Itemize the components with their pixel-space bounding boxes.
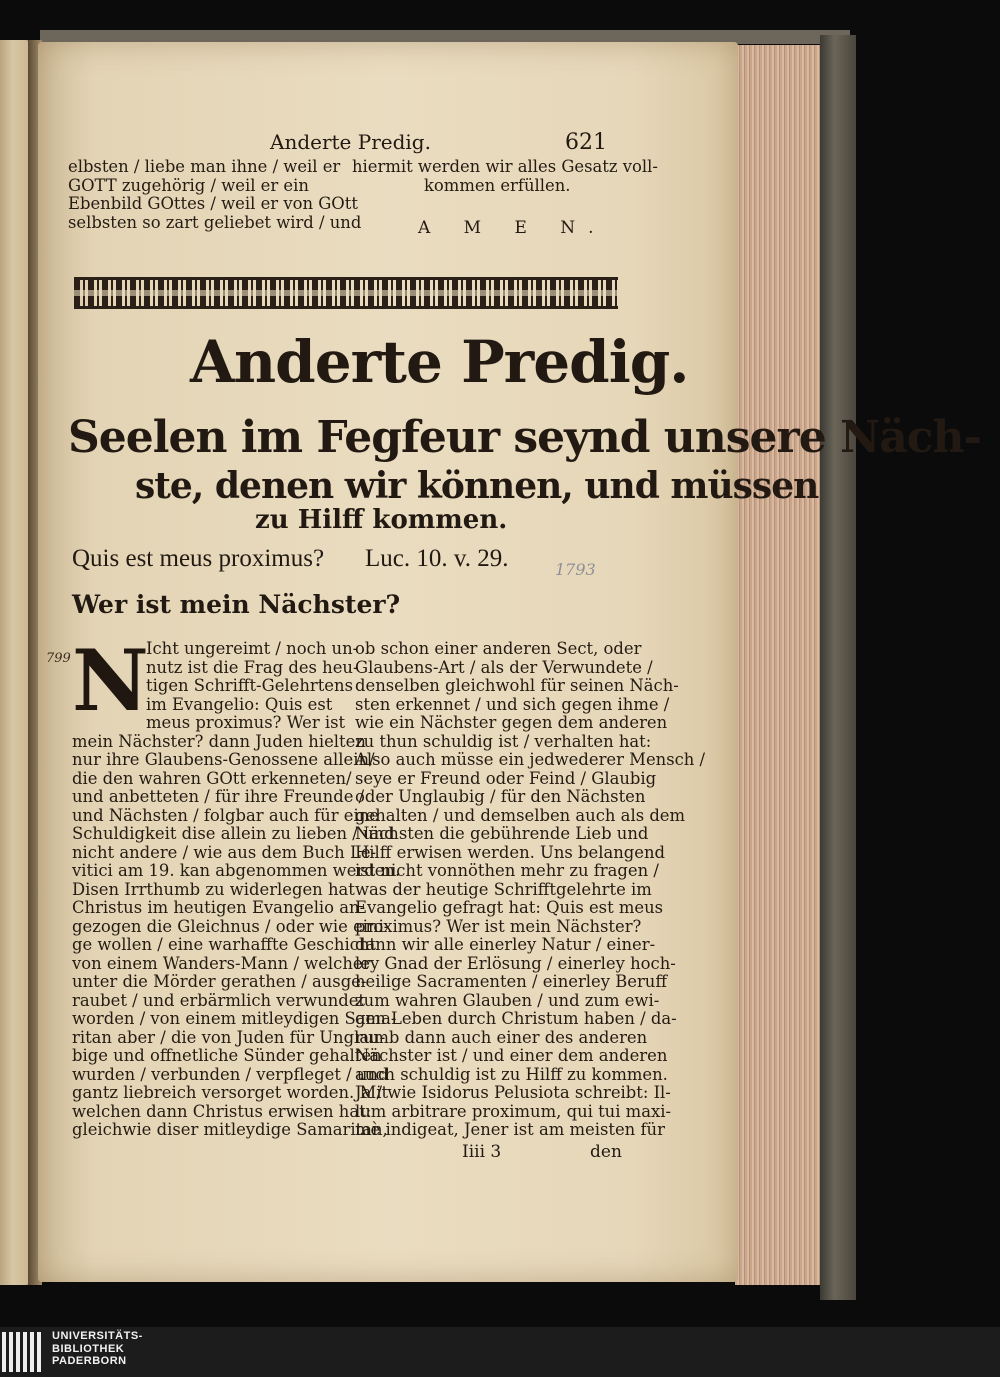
text-line: gantz liebreich versorget worden. Mit	[72, 1083, 389, 1102]
top-left-column	[68, 158, 361, 232]
sermon-subtitle-line-1: Seelen im Fegfeur seynd unsere Näch-	[68, 412, 981, 463]
catchword: den	[590, 1142, 622, 1162]
text-line: heilige Sacramenten / einerley Beruff	[355, 972, 667, 991]
margin-number: 799	[46, 651, 71, 666]
text-line: Nächster ist / und einer dem anderen	[355, 1046, 668, 1065]
text-line: Christus im heutigen Evangelio an-	[72, 898, 366, 917]
text-line: elbsten / liebe man ihne / weil er	[68, 157, 341, 176]
text-line: gezogen die Gleichnus / oder wie eini-	[72, 916, 390, 936]
text-line: die den wahren GOtt erkenneten/	[72, 768, 352, 788]
text-line: ist nicht vonnöthen mehr zu fragen /	[355, 861, 659, 880]
text-line: im Evangelio: Quis est	[146, 694, 333, 714]
text-line: und Nächsten / folgbar auch für eine	[72, 805, 379, 825]
text-line: ge wollen / eine warhaffte Geschicht	[72, 935, 377, 954]
logo-line: PADERBORN	[52, 1355, 127, 1367]
library-logo-icon	[0, 1330, 44, 1374]
text-line: selbsten so zart geliebet wird / und	[68, 212, 362, 232]
text-line: worden / von einem mitleydigen Sama-	[72, 1009, 397, 1028]
latin-question: Quis est meus proximus?	[72, 545, 325, 572]
right-body-column	[355, 640, 705, 1140]
german-question: Wer ist mein Nächster?	[72, 590, 401, 619]
text-line: auch schuldig ist zu Hilff zu kommen.	[355, 1064, 668, 1084]
text-line: unter die Mörder gerathen / ausge-	[72, 972, 367, 991]
page-block-edges	[735, 45, 830, 1285]
text-line: oder Unglaubig / für den Nächsten	[355, 787, 646, 806]
text-line: meus proximus? Wer ist	[146, 713, 346, 732]
text-line: dann wir alle einerley Natur / einer-	[355, 935, 656, 954]
text-line: und anbetteten / für ihre Freunde /	[72, 787, 365, 806]
library-logo-text	[52, 1330, 143, 1368]
text-line: Ebenbild GOttes / weil er von GOtt	[68, 194, 358, 213]
text-line: nutz ist die Frag des heu-	[146, 657, 359, 677]
text-line: Disen Irrthumb zu widerlegen hat	[72, 879, 355, 899]
text-line: Evangelio gefragt hat: Quis est meus	[355, 898, 664, 917]
running-head: Anderte Predig.	[270, 130, 431, 154]
text-line: Icht ungereimt / noch un-	[146, 639, 359, 658]
text-line: proximus? Wer ist mein Nächster?	[355, 916, 642, 936]
text-line: vitici am 19. kan abgenommen werden.	[72, 861, 401, 880]
text-line: ley Gnad der Erlösung / einerley hoch-	[355, 953, 676, 973]
page-number: 621	[565, 130, 607, 155]
scripture-reference: Luc. 10. v. 29.	[365, 545, 509, 572]
text-line: tigen Schrifft-Gelehrtens	[146, 676, 353, 695]
text-line: Hilff erwisen werden. Uns belangend	[355, 842, 666, 862]
text-line: ritan aber / die von Juden für Unglau-	[72, 1027, 386, 1047]
text-line: raubet / und erbärmlich verwundet	[72, 990, 366, 1010]
text-line: nicht andere / wie aus dem Buch Le-	[72, 842, 377, 862]
text-line: ob schon einer anderen Sect, oder	[355, 639, 642, 658]
text-line: von einem Wanders-Mann / welcher	[72, 953, 371, 973]
library-footer-bar	[0, 1327, 1000, 1377]
left-body-column	[72, 631, 401, 1140]
text-line: Also auch müsse ein jedwederer Mensch /	[355, 750, 706, 769]
amen: A M E N.	[418, 218, 608, 238]
text-line: wie ein Nächster gegen dem anderen	[355, 713, 668, 732]
text-line: kommen erfüllen.	[424, 175, 571, 195]
book-cover-spine	[820, 35, 856, 1300]
top-right-column	[352, 158, 658, 195]
logo-line: BIBLIOTHEK	[52, 1342, 125, 1355]
sermon-subtitle-line-3: zu Hilff kommen.	[255, 505, 508, 535]
text-line: rumb dann auch einer des anderen	[355, 1027, 648, 1047]
text-line: denselben gleichwohl für seinen Näch-	[355, 676, 679, 695]
text-line: gleichwie diser mitleydige Samaritan,	[72, 1120, 388, 1139]
text-line: seye er Freund oder Feind / Glaubig	[355, 768, 657, 788]
text-line: zu thun schuldig ist / verhalten hat:	[355, 731, 652, 751]
text-line: mè indigeat, Jener ist am meisten für	[355, 1120, 665, 1139]
sermon-title: Anderte Predig.	[190, 328, 689, 396]
text-line: Nächsten die gebührende Lieb und	[355, 824, 649, 843]
text-line: sten erkennet / und sich gegen ihme /	[355, 694, 670, 714]
signature-mark: Iiii 3	[462, 1142, 502, 1162]
text-line: Glaubens-Art / als der Verwundete /	[355, 657, 653, 677]
text-line: nur ihre Glaubens-Genossene allein/	[72, 750, 375, 769]
text-line: gehalten / und demselben auch als dem	[355, 805, 686, 825]
decorated-initial: N	[72, 631, 149, 730]
text-line: bige und offnetliche Sünder gehalten	[72, 1046, 382, 1065]
text-line: GOTT zugehörig / weil er ein	[68, 175, 309, 195]
sermon-subtitle-line-2: ste, denen wir können, und müssen	[135, 465, 819, 507]
text-line: lum arbitrare proximum, qui tui maxi-	[355, 1101, 672, 1121]
pencil-note: 1793	[555, 560, 596, 579]
text-line: gen Leben durch Christum haben / da-	[355, 1009, 677, 1028]
text-line: hiermit werden wir alles Gesatz voll-	[352, 157, 658, 176]
text-line: Ja / wie Isidorus Pelusiota schreibt: Il-	[355, 1083, 671, 1102]
text-line: zum wahren Glauben / und zum ewi-	[355, 990, 660, 1010]
logo-line: UNIVERSITÄTS-	[52, 1330, 143, 1342]
text-line: was der heutige Schrifftgelehrte im	[355, 879, 652, 899]
text-line: mein Nächster? dann Juden hielten	[72, 731, 366, 751]
text-line: wurden / verbunden / verpfleget / und	[72, 1064, 389, 1084]
text-line: Schuldigkeit dise allein zu lieben / und	[72, 824, 395, 843]
ornamental-border	[74, 277, 618, 309]
text-line: welchen dann Christus erwisen hat:	[72, 1101, 372, 1121]
